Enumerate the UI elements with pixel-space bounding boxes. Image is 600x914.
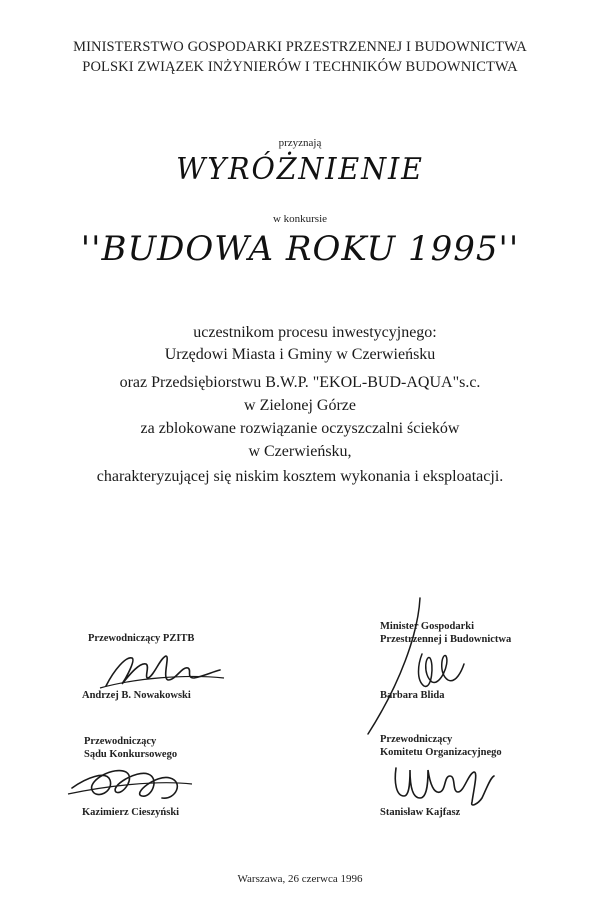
jury-chairman-name: Kazimierz Cieszyński xyxy=(82,807,180,818)
body-line-reason: za zblokowane rozwiązanie oczyszczalni ścieków xyxy=(140,420,460,437)
committee-chairman-title-2: Komitetu Organizacyjnego xyxy=(380,747,502,758)
body-line-city-office: Urzędowi Miasta i Gminy w Czerwieńsku xyxy=(164,346,436,363)
body-line-characteristic: charakteryzującej się niskim kosztem wykonania i eksploatacji. xyxy=(96,468,504,485)
minister-title-2: Przestrzennej i Budownictwa xyxy=(380,634,512,645)
grant-text: przyznają xyxy=(278,137,322,149)
contest-intro: w konkursie xyxy=(272,213,328,225)
body-line-company: oraz Przedsiębiorstwu B.W.P. "EKOL-BUD-AQUA"s.c. xyxy=(119,374,481,391)
body-line-recipients-intro: uczestnikom procesu inwestycyjnego: xyxy=(193,324,437,341)
minister-name: Barbara Blida xyxy=(380,690,445,701)
committee-chairman-title-1: Przewodniczący xyxy=(380,734,453,745)
award-title: WYRÓŻNIENIE xyxy=(176,152,424,187)
jury-chairman-title-2: Sądu Konkursowego xyxy=(84,749,178,760)
committee-signature xyxy=(388,758,508,810)
body-line-company-city: w Zielonej Górze xyxy=(244,397,356,414)
contest-name: ''BUDOWA ROKU 1995'' xyxy=(80,229,520,269)
pzitb-chairman-name: Andrzej B. Nowakowski xyxy=(82,690,191,701)
committee-chairman-name: Stanisław Kajfasz xyxy=(380,807,461,818)
issuer-association: POLSKI ZWIĄZEK INŻYNIERÓW I TECHNIKÓW BUDOWNICTWA xyxy=(82,59,518,75)
pzitb-chairman-title: Przewodniczący PZITB xyxy=(88,633,195,644)
minister-title-1: Minister Gospodarki xyxy=(380,621,475,632)
pzitb-signature xyxy=(96,648,226,690)
minister-signature xyxy=(360,594,470,740)
jury-chairman-title-1: Przewodniczący xyxy=(84,736,157,747)
body-line-location: w Czerwieńsku, xyxy=(248,443,352,460)
issuer-ministry: MINISTERSTWO GOSPODARKI PRZESTRZENNEJ I BUDOWNICTWA xyxy=(73,39,527,55)
jury-signature xyxy=(66,760,196,806)
place-and-date: Warszawa, 26 czerwca 1996 xyxy=(237,873,363,885)
